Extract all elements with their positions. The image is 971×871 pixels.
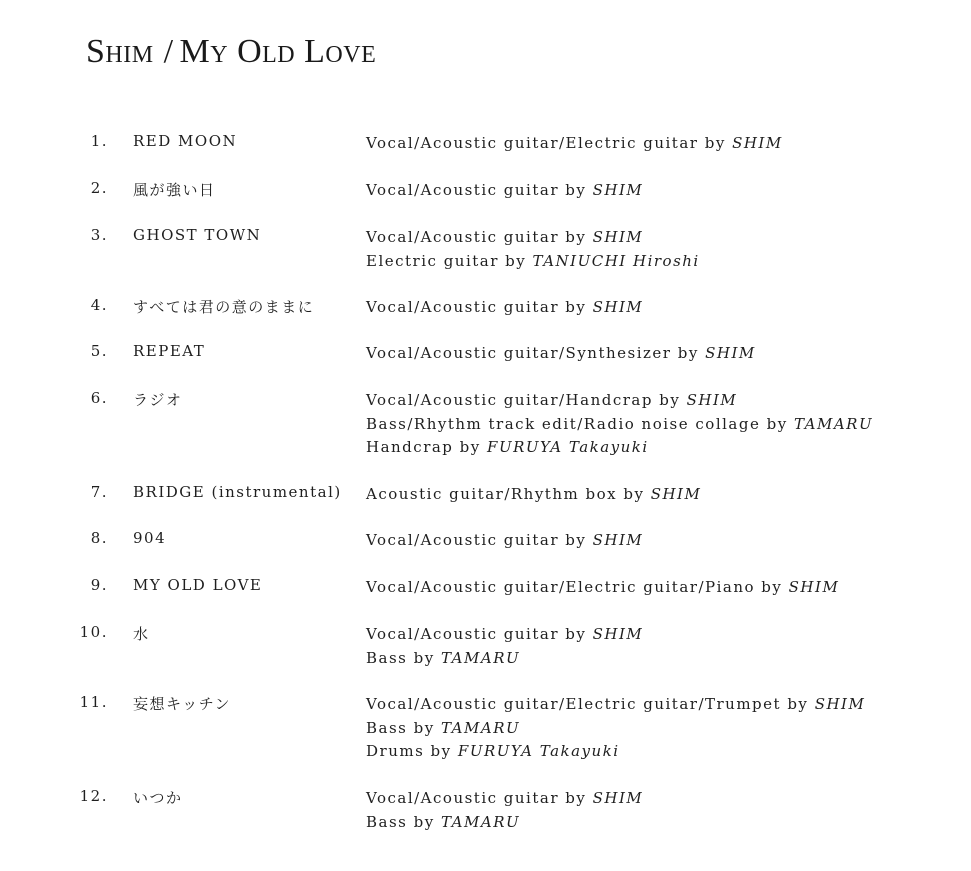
- credit-line: [366, 811, 643, 835]
- credit-role: Bass by: [366, 718, 435, 737]
- track-number: 1.: [90, 132, 108, 150]
- track-title: すべては君の意のままに: [133, 298, 315, 316]
- title-separator: /: [163, 33, 174, 70]
- credit-line: [366, 693, 865, 717]
- track-title: ラジオ: [133, 391, 183, 409]
- credit-role: Vocal/Acoustic guitar/Electric guitar/Piano by: [366, 578, 783, 596]
- credit-role: Drums by: [366, 742, 452, 760]
- credit-person: SHIM: [705, 344, 756, 362]
- credit-line: [366, 389, 873, 413]
- credit-person: SHIM: [592, 181, 644, 199]
- track-credits: [366, 576, 839, 600]
- credit-person: SHIM: [592, 789, 644, 807]
- credit-role: Vocal/Acoustic guitar/Electric guitar by: [366, 134, 726, 152]
- album-title: [86, 33, 376, 71]
- credit-person: SHIM: [814, 695, 866, 713]
- credit-role: Vocal/Acoustic guitar by: [366, 298, 587, 316]
- track-credits: [366, 389, 873, 460]
- credit-person: SHIM: [732, 134, 783, 152]
- credit-line: [366, 226, 700, 250]
- credit-line: [366, 179, 643, 203]
- track-number: 11.: [79, 693, 108, 711]
- track-credits: [366, 529, 643, 553]
- credit-role: Acoustic guitar/Rhythm box by: [366, 485, 645, 503]
- credit-person: TAMARU: [441, 648, 521, 667]
- credit-person: SHIM: [592, 531, 644, 549]
- credit-line: [366, 296, 643, 320]
- credit-line: [366, 717, 865, 741]
- track-credits: [366, 132, 783, 156]
- credit-line: [366, 529, 643, 553]
- track-credits: [366, 179, 643, 203]
- credit-role: Electric guitar by: [366, 251, 527, 270]
- credit-person: TAMARU: [441, 718, 521, 737]
- album-name: My Old Love: [179, 33, 377, 70]
- credit-person: FURUYA Takayuki: [457, 742, 620, 760]
- credit-line: [366, 576, 839, 600]
- credit-line: [366, 740, 865, 764]
- credit-role: Bass by: [366, 812, 435, 831]
- credit-line: [366, 483, 701, 507]
- track-title: 水: [133, 625, 150, 643]
- credit-person: SHIM: [592, 298, 644, 316]
- credit-role: Vocal/Acoustic guitar by: [366, 531, 587, 549]
- track-credits: [366, 226, 700, 273]
- artist-name: Shim: [86, 33, 154, 70]
- credit-person: SHIM: [592, 228, 644, 246]
- credit-role: Vocal/Acoustic guitar by: [366, 625, 587, 643]
- track-credits: [366, 342, 756, 366]
- credit-person: TAMARU: [441, 812, 521, 831]
- credit-line: [366, 250, 700, 274]
- credit-person: SHIM: [592, 625, 644, 643]
- credit-line: [366, 623, 643, 647]
- credit-line: [366, 132, 783, 156]
- credit-role: Vocal/Acoustic guitar/Handcrap by: [366, 391, 681, 409]
- track-number: 5.: [90, 342, 108, 360]
- track-number: 10.: [79, 623, 108, 641]
- credit-role: Vocal/Acoustic guitar by: [366, 181, 587, 199]
- track-title: BRIDGE (instrumental): [133, 483, 342, 501]
- track-number: 8.: [90, 529, 108, 547]
- credit-person: TAMARU: [793, 414, 874, 433]
- track-title: RED MOON: [133, 132, 238, 150]
- track-number: 12.: [79, 787, 108, 805]
- credit-person: SHIM: [650, 485, 702, 503]
- track-credits: [366, 623, 643, 670]
- credit-role: Bass/Rhythm track edit/Radio noise collage by: [366, 414, 788, 433]
- credit-line: [366, 436, 873, 460]
- credit-role: Vocal/Acoustic guitar by: [366, 789, 587, 807]
- credit-role: Vocal/Acoustic guitar/Electric guitar/Trumpet by: [366, 695, 809, 713]
- track-number: 3.: [90, 226, 108, 244]
- credit-line: [366, 647, 643, 671]
- track-title: MY OLD LOVE: [133, 576, 263, 594]
- credit-line: [366, 342, 756, 366]
- track-title: 風が強い日: [133, 181, 216, 199]
- track-credits: [366, 483, 701, 507]
- track-number: 9.: [90, 576, 108, 594]
- credit-person: SHIM: [686, 391, 738, 409]
- track-number: 6.: [90, 389, 108, 407]
- track-number: 2.: [90, 179, 108, 197]
- track-number: 4.: [90, 296, 108, 314]
- credit-person: FURUYA Takayuki: [487, 438, 649, 456]
- credit-role: Vocal/Acoustic guitar by: [366, 228, 587, 246]
- track-title: いつか: [133, 789, 183, 807]
- track-credits: [366, 787, 643, 834]
- track-title: REPEAT: [133, 342, 206, 360]
- track-title: GHOST TOWN: [133, 226, 262, 244]
- track-title: 904: [133, 529, 167, 547]
- credit-line: [366, 413, 873, 437]
- credit-role: Bass by: [366, 648, 435, 667]
- credit-person: SHIM: [788, 578, 840, 596]
- credit-person: TANIUCHI Hiroshi: [532, 251, 700, 270]
- track-credits: [366, 296, 643, 320]
- credit-role: Vocal/Acoustic guitar/Synthesizer by: [366, 344, 699, 362]
- track-credits: [366, 693, 865, 764]
- credit-role: Handcrap by: [366, 438, 481, 456]
- track-title: 妄想キッチン: [133, 695, 231, 713]
- credit-line: [366, 787, 643, 811]
- track-number: 7.: [90, 483, 108, 501]
